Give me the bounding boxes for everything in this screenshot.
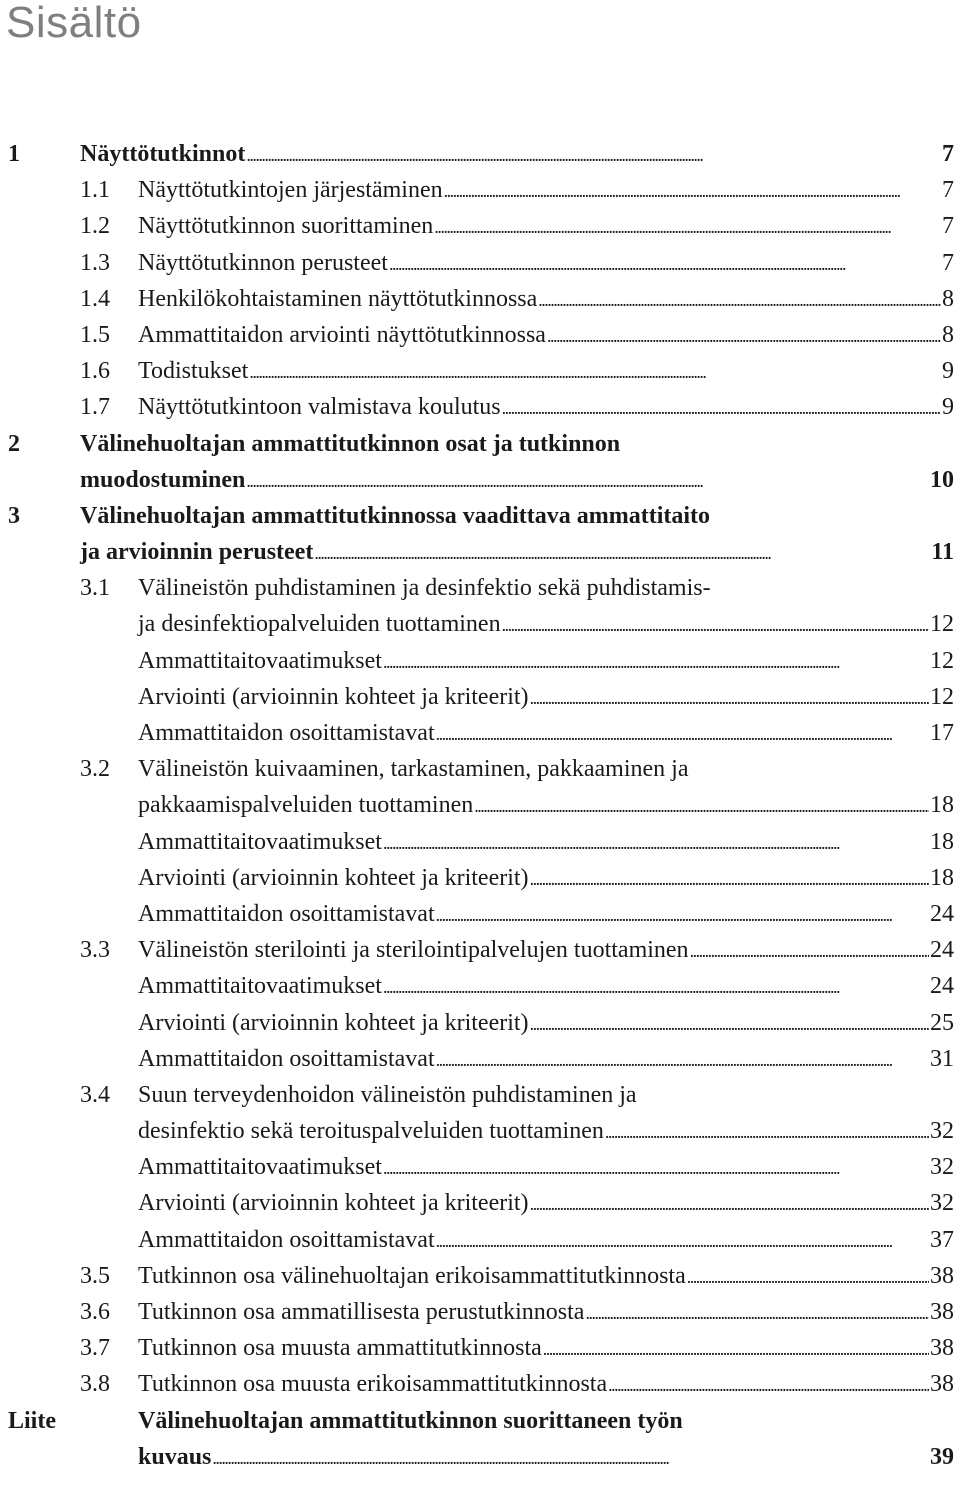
dot-leader — [547, 317, 941, 354]
toc-entry-title: Tutkinnon osa muusta erikoisammattitutkinnosta — [138, 1371, 608, 1398]
toc-entry — [0, 570, 960, 606]
toc-entry-page-number: 17 — [930, 720, 954, 746]
toc-entry — [0, 1294, 960, 1330]
toc-entry-title: Ammattitaidon osoittamistavat — [138, 900, 435, 927]
toc-entry-page-number: 7 — [942, 249, 954, 276]
toc-entry-title: Ammattitaitovaatimukset — [138, 828, 382, 855]
toc-entry-page-number: 10 — [930, 466, 954, 493]
toc-entry-page-number: 24 — [930, 900, 954, 927]
toc-entry-title: Arviointi (arvioinnin kohteet ja kriteerit) — [138, 683, 529, 710]
toc-entry-title: Ammattitaidon osoittamistavat — [138, 1226, 435, 1253]
toc-entry-page-number: 32 — [930, 1118, 954, 1145]
toc-entry-page-number: 24 — [930, 937, 954, 964]
dot-leader — [436, 1222, 929, 1259]
toc-entry-title: Arviointi (arvioinnin kohteet ja kriteerit) — [138, 864, 529, 891]
toc-entry-title: Näyttötutkinnon perusteet — [138, 249, 388, 276]
table-of-contents — [0, 136, 960, 1475]
toc-entry — [0, 317, 960, 353]
toc-entry-page-number: 25 — [930, 1009, 954, 1036]
toc-entry-page-number: 38 — [930, 1299, 954, 1325]
dot-leader — [474, 787, 929, 824]
toc-entry-title: Välinehuoltajan ammattitutkinnon osat ja tutkinnon — [80, 430, 621, 457]
toc-entry-page-number: 24 — [930, 973, 954, 1000]
toc-entry — [0, 136, 960, 172]
dot-leader — [383, 968, 929, 1005]
toc-entry — [0, 172, 960, 208]
dot-leader — [246, 462, 929, 499]
toc-entry — [0, 208, 960, 244]
toc-entry-title: Tutkinnon osa välinehuoltajan erikoisammattitutkinnosta — [138, 1262, 686, 1289]
toc-entry-page-number: 18 — [930, 792, 954, 819]
toc-entry-title: Suun terveydenhoidon välineistön puhdistaminen ja — [138, 1081, 637, 1108]
toc-entry-number: 1.5 — [80, 321, 110, 348]
toc-entry-number: 3.5 — [80, 1262, 110, 1289]
toc-entry-number: 3.7 — [80, 1335, 110, 1362]
toc-entry — [0, 932, 960, 968]
toc-entry-title: Näyttötutkinnot — [80, 141, 246, 167]
toc-entry-title: Ammattitaitovaatimukset — [138, 1154, 382, 1181]
toc-entry — [0, 1041, 960, 1077]
toc-entry-title: Tutkinnon osa ammatillisesta perustutkinnosta — [138, 1299, 585, 1325]
toc-entry-page-number: 9 — [942, 358, 954, 385]
dot-leader — [444, 172, 941, 209]
toc-entry-title: Välineistön kuivaaminen, tarkastaminen, pakkaaminen ja — [138, 756, 689, 783]
dot-leader — [314, 534, 930, 571]
toc-entry-title: Todistukset — [138, 358, 249, 385]
dot-leader — [608, 1366, 929, 1403]
toc-entry — [0, 751, 960, 787]
toc-entry-number: 3.4 — [80, 1081, 110, 1108]
toc-entry — [0, 896, 960, 932]
toc-entry — [0, 281, 960, 317]
toc-entry-page-number: 8 — [942, 285, 954, 312]
toc-entry-title: Ammattitaitovaatimukset — [138, 647, 382, 674]
toc-entry-title: ja desinfektiopalveluiden tuottaminen — [138, 611, 501, 638]
toc-entry-page-number: 7 — [942, 141, 954, 167]
toc-entry — [0, 606, 960, 642]
toc-entry-number: 1.6 — [80, 358, 110, 385]
toc-entry — [0, 1258, 960, 1294]
toc-entry — [0, 1403, 960, 1439]
toc-entry-title: Välineistön puhdistaminen ja desinfektio sekä puhdistamis- — [138, 575, 711, 602]
toc-entry-number: 1.4 — [80, 285, 110, 312]
toc-entry — [0, 462, 960, 498]
toc-entry-page-number: 7 — [942, 213, 954, 240]
dot-leader — [690, 932, 929, 969]
toc-entry-number: 3.8 — [80, 1371, 110, 1398]
toc-entry-page-number: 37 — [930, 1226, 954, 1253]
dot-leader — [436, 1041, 929, 1078]
toc-entry — [0, 534, 960, 570]
dot-leader — [383, 1149, 929, 1186]
toc-entry-page-number: 7 — [942, 177, 954, 204]
toc-entry — [0, 1077, 960, 1113]
toc-entry-number: 1 — [8, 141, 20, 167]
toc-entry-number: 3.2 — [80, 756, 110, 783]
toc-entry-title: ja arvioinnin perusteet — [80, 539, 314, 566]
dot-leader — [383, 643, 929, 680]
toc-entry — [0, 1330, 960, 1366]
dot-leader — [436, 896, 929, 933]
dot-leader — [530, 679, 929, 716]
dot-leader — [687, 1258, 929, 1295]
page-title: Sisältö — [6, 0, 142, 47]
toc-entry — [0, 245, 960, 281]
toc-entry-number: 1.2 — [80, 213, 110, 240]
dot-leader — [538, 281, 941, 318]
toc-entry-number: 1.3 — [80, 249, 110, 276]
toc-entry-title: Välinehuoltajan ammattitutkinnossa vaadittava ammattitaito — [80, 502, 711, 529]
toc-entry-title: Ammattitaidon osoittamistavat — [138, 720, 435, 746]
toc-entry-page-number: 18 — [930, 828, 954, 855]
toc-entry — [0, 1366, 960, 1402]
toc-entry-number: 3 — [8, 502, 20, 529]
toc-entry-title: kuvaus — [138, 1443, 212, 1470]
dot-leader — [530, 1185, 929, 1222]
toc-entry — [0, 1149, 960, 1185]
dot-leader — [249, 353, 941, 390]
toc-entry — [0, 824, 960, 860]
toc-entry-title: Tutkinnon osa muusta ammattitutkinnosta — [138, 1335, 542, 1362]
toc-entry-number: 3.6 — [80, 1299, 110, 1325]
toc-entry — [0, 679, 960, 715]
toc-entry — [0, 1113, 960, 1149]
toc-entry — [0, 860, 960, 896]
toc-entry-title: Näyttötutkintojen järjestäminen — [138, 177, 443, 204]
toc-entry-page-number: 32 — [930, 1190, 954, 1217]
toc-entry-page-number: 9 — [942, 394, 954, 421]
toc-entry-page-number: 39 — [930, 1443, 954, 1470]
toc-entry-title: Välineistön sterilointi ja sterilointipalvelujen tuottaminen — [138, 937, 689, 964]
dot-leader — [389, 245, 941, 282]
dot-leader — [434, 208, 941, 245]
dot-leader — [502, 606, 929, 643]
toc-entry-page-number: 18 — [930, 864, 954, 891]
toc-entry-page-number: 11 — [931, 539, 954, 566]
toc-entry-title: Näyttötutkinnon suorittaminen — [138, 213, 434, 240]
toc-entry-title: Ammattitaitovaatimukset — [138, 973, 382, 1000]
toc-entry — [0, 1005, 960, 1041]
toc-entry-number: 1.1 — [80, 177, 110, 204]
toc-entry-title: pakkaamispalveluiden tuottaminen — [138, 792, 474, 819]
dot-leader — [530, 860, 929, 897]
toc-entry-number: Liite — [8, 1407, 56, 1434]
toc-entry — [0, 787, 960, 823]
dot-leader — [585, 1294, 929, 1331]
dot-leader — [383, 824, 929, 861]
toc-entry-page-number: 31 — [930, 1045, 954, 1072]
toc-entry-page-number: 32 — [930, 1154, 954, 1181]
toc-entry-page-number: 38 — [930, 1335, 954, 1362]
dot-leader — [502, 389, 941, 426]
toc-entry-title: muodostuminen — [80, 466, 246, 493]
toc-entry-number: 2 — [8, 430, 20, 457]
toc-entry-title: Ammattitaidon osoittamistavat — [138, 1045, 435, 1072]
dot-leader — [530, 1005, 929, 1042]
toc-entry-title: Näyttötutkintoon valmistava koulutus — [138, 394, 501, 421]
toc-entry-title: Välinehuoltajan ammattitutkinnon suorittaneen työn — [138, 1407, 683, 1434]
toc-entry — [0, 643, 960, 679]
toc-entry-page-number: 8 — [942, 321, 954, 348]
toc-entry-page-number: 38 — [930, 1262, 954, 1289]
dot-leader — [212, 1439, 929, 1476]
toc-entry-page-number: 12 — [930, 647, 954, 674]
toc-entry-title: Henkilökohtaistaminen näyttötutkinnossa — [138, 285, 538, 312]
toc-entry — [0, 715, 960, 751]
dot-leader — [605, 1113, 929, 1150]
toc-entry-page-number: 12 — [930, 683, 954, 710]
toc-entry — [0, 1185, 960, 1221]
toc-entry — [0, 389, 960, 425]
toc-entry-number: 1.7 — [80, 394, 110, 421]
toc-entry-number: 3.3 — [80, 937, 110, 964]
dot-leader — [246, 136, 941, 173]
toc-entry-title: Ammattitaidon arviointi näyttötutkinnossa — [138, 321, 546, 348]
toc-entry — [0, 498, 960, 534]
toc-entry — [0, 1222, 960, 1258]
toc-entry-page-number: 12 — [930, 611, 954, 638]
toc-entry — [0, 968, 960, 1004]
dot-leader — [543, 1330, 929, 1367]
toc-entry-title: desinfektio sekä teroituspalveluiden tuottaminen — [138, 1118, 604, 1145]
toc-entry-page-number: 38 — [930, 1371, 954, 1398]
toc-entry-title: Arviointi (arvioinnin kohteet ja kriteerit) — [138, 1190, 529, 1217]
toc-entry — [0, 426, 960, 462]
toc-entry-title: Arviointi (arvioinnin kohteet ja kriteerit) — [138, 1009, 529, 1036]
toc-entry — [0, 353, 960, 389]
dot-leader — [436, 715, 929, 752]
toc-entry — [0, 1439, 960, 1475]
toc-entry-number: 3.1 — [80, 575, 110, 602]
